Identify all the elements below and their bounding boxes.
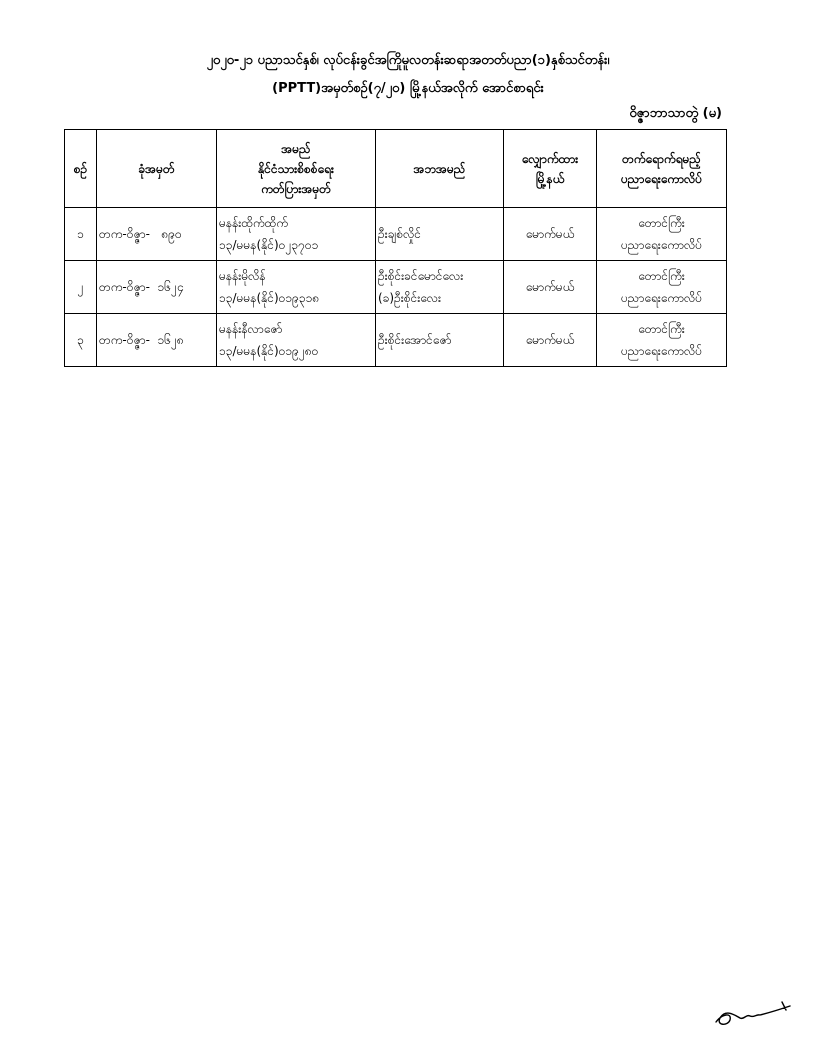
cell-township: မောက်မယ် <box>504 314 597 367</box>
cell-college-1: တောင်ကြီး <box>638 269 685 283</box>
col-header-college-2: ပညာရေးကောလိပ် <box>620 171 703 186</box>
table-row <box>65 314 727 367</box>
cell-name: မနန်းနီလာဇော် <box>219 322 283 336</box>
signature-icon <box>712 996 794 1028</box>
subject-label: ဝိဇ္ဇာဘာသာတွဲ (မ) <box>629 106 722 121</box>
cell-college <box>597 314 727 367</box>
cell-college-2: ပညာရေးကောလိပ် <box>620 344 703 358</box>
col-header-college <box>597 130 727 208</box>
col-header-no: စဉ် <box>65 130 97 208</box>
col-header-father: အဘအမည် <box>376 130 504 208</box>
cell-father-1: ဦးချစ်လှိုင် <box>378 227 422 241</box>
cell-name: မနန်းမိုလိန် <box>219 269 266 283</box>
table-row <box>65 208 727 261</box>
col-header-college-1: တက်ရောက်ရမည့် <box>622 151 701 166</box>
col-header-township-2: မြို့နယ် <box>535 171 565 186</box>
results-table <box>64 129 727 367</box>
cell-nrc: ၁၃/မမန(နိုင်)၀၁၉၂၈၀ <box>219 344 319 358</box>
cell-name: မနန်းထိုက်ထိုက် <box>219 216 289 230</box>
col-header-nrc: နိုင်ငံသားစိစစ်ရေး <box>258 161 334 176</box>
cell-no: ၁ <box>65 208 97 261</box>
cell-college <box>597 261 727 314</box>
cell-college-1: တောင်ကြီး <box>638 216 685 230</box>
cell-no: ၂ <box>65 261 97 314</box>
cell-father-2: (ခ)ဦးစိုင်းလေး <box>378 291 442 305</box>
cell-roll: တက-ဝိဇ္ဇာ- ၈၉၀ <box>97 208 217 261</box>
cell-college-1: တောင်ကြီး <box>638 322 685 336</box>
col-header-roll: ခုံအမှတ် <box>97 130 217 208</box>
cell-township: မောက်မယ် <box>504 208 597 261</box>
cell-name-nrc <box>217 208 376 261</box>
cell-father <box>376 208 504 261</box>
cell-nrc: ၁၃/မမန(နိုင်)၀၂၃၇၀၁ <box>219 238 319 252</box>
cell-college <box>597 208 727 261</box>
document-title-line2: (PPTT)အမှတ်စဉ်(၇/၂၀) မြို့နယ်အလိုက် အောင်စာရင်း <box>272 81 544 96</box>
cell-father-1: ဦးစိုင်းအောင်ဇော် <box>378 333 452 347</box>
cell-name-nrc <box>217 314 376 367</box>
col-header-township <box>504 130 597 208</box>
table-header-row <box>65 130 727 208</box>
table-row <box>65 261 727 314</box>
col-header-card: ကတ်ပြားအမှတ် <box>261 181 331 196</box>
document-title-line1: ၂၀၂၀-၂၁ ပညာသင်နှစ်၊ လုပ်ငန်းခွင်အကြိုမူလတန်းဆရာအတတ်ပညာ(၁)နှစ်သင်တန်း၊ <box>206 53 610 68</box>
cell-father-1: ဦးစိုင်းခင်မောင်လေး <box>378 269 464 283</box>
cell-name-nrc <box>217 261 376 314</box>
cell-college-2: ပညာရေးကောလိပ် <box>620 238 703 252</box>
cell-father <box>376 314 504 367</box>
cell-college-2: ပညာရေးကောလိပ် <box>620 291 703 305</box>
cell-nrc: ၁၃/မမန(နိုင်)၀၁၉၃၁၈ <box>219 291 320 305</box>
cell-no: ၃ <box>65 314 97 367</box>
col-header-name-nrc <box>217 130 376 208</box>
cell-father <box>376 261 504 314</box>
cell-roll: တက-ဝိဇ္ဇာ- ၁၆၂၈ <box>97 314 217 367</box>
col-header-name: အမည် <box>281 141 311 156</box>
cell-roll: တက-ဝိဇ္ဇာ- ၁၆၂၄ <box>97 261 217 314</box>
col-header-township-1: လျှောက်ထား <box>521 151 579 166</box>
cell-township: မောက်မယ် <box>504 261 597 314</box>
